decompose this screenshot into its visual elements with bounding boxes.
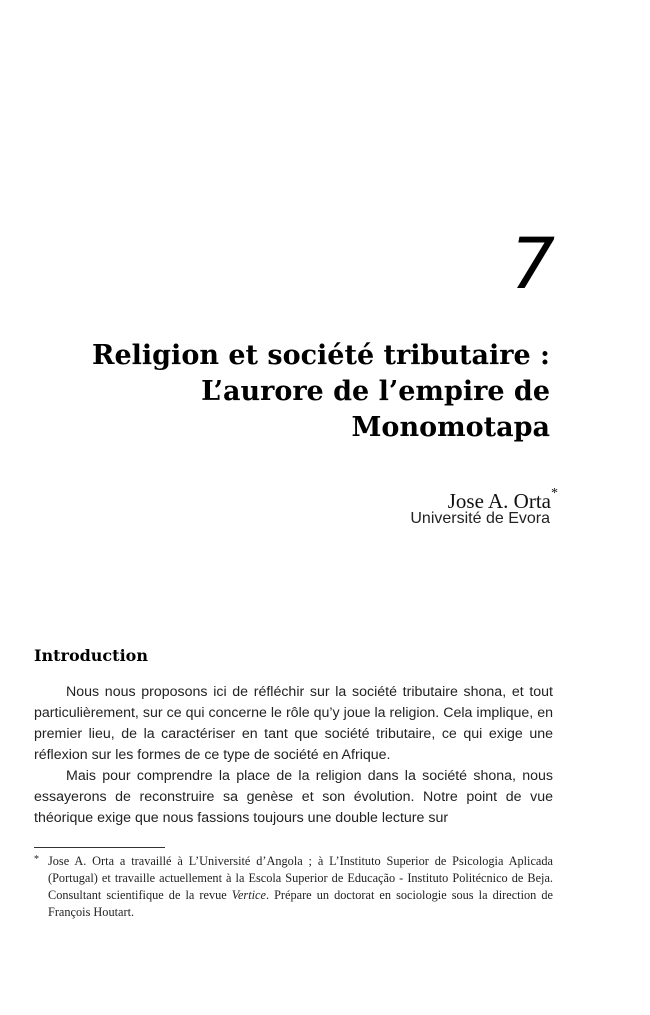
author-name-text: Jose A. Orta	[447, 489, 551, 513]
chapter-title-line-1: Religion et société tributaire :	[92, 340, 550, 371]
footnote-mark: *	[34, 854, 39, 865]
author-affiliation: Université de Evora	[410, 510, 550, 527]
footnote-text	[48, 853, 553, 921]
chapter-title-line-3: Monomotapa	[351, 412, 550, 443]
footnote	[34, 853, 553, 921]
section-heading: Introduction	[34, 646, 148, 665]
footnote-journal-name: Vertice	[231, 888, 266, 902]
author-footnote-mark: *	[551, 486, 558, 501]
chapter-title	[10, 338, 550, 446]
paragraph-1: Nous nous proposons ici de réfléchir sur la société tributaire shona, et tout particulièrement, sur ce qui concerne le rôle qu’y joue la religion. Cela implique, en premier lieu, de la caractériser en tant que société tributaire, ce qui exige une réflexion sur les formes de ce type de société en Afrique.	[34, 684, 553, 763]
chapter-number: 7	[510, 223, 555, 305]
footnote-text-part-2: . Prépare un doctorat en sociologie sous la direction de François Houtart.	[48, 888, 553, 919]
footnote-text-part-1: Jose A. Orta a travaillé à L’Université d’Angola ; à L’Instituto Superior de Psicologia Aplicada (Portugal) et travaille actuellement à la Escola Superior de Educação - Instituto Politécnico de Beja. Consultant scientifique de la revue	[48, 854, 553, 902]
chapter-title-line-2: L’aurore de l’empire de	[201, 376, 550, 407]
footnote-divider	[34, 847, 165, 848]
paragraph-2: Mais pour comprendre la place de la religion dans la société shona, nous essayerons de reconstruire sa genèse et son évolution. Notre point de vue théorique exige que nous fassions toujours une double lecture sur	[34, 768, 553, 826]
